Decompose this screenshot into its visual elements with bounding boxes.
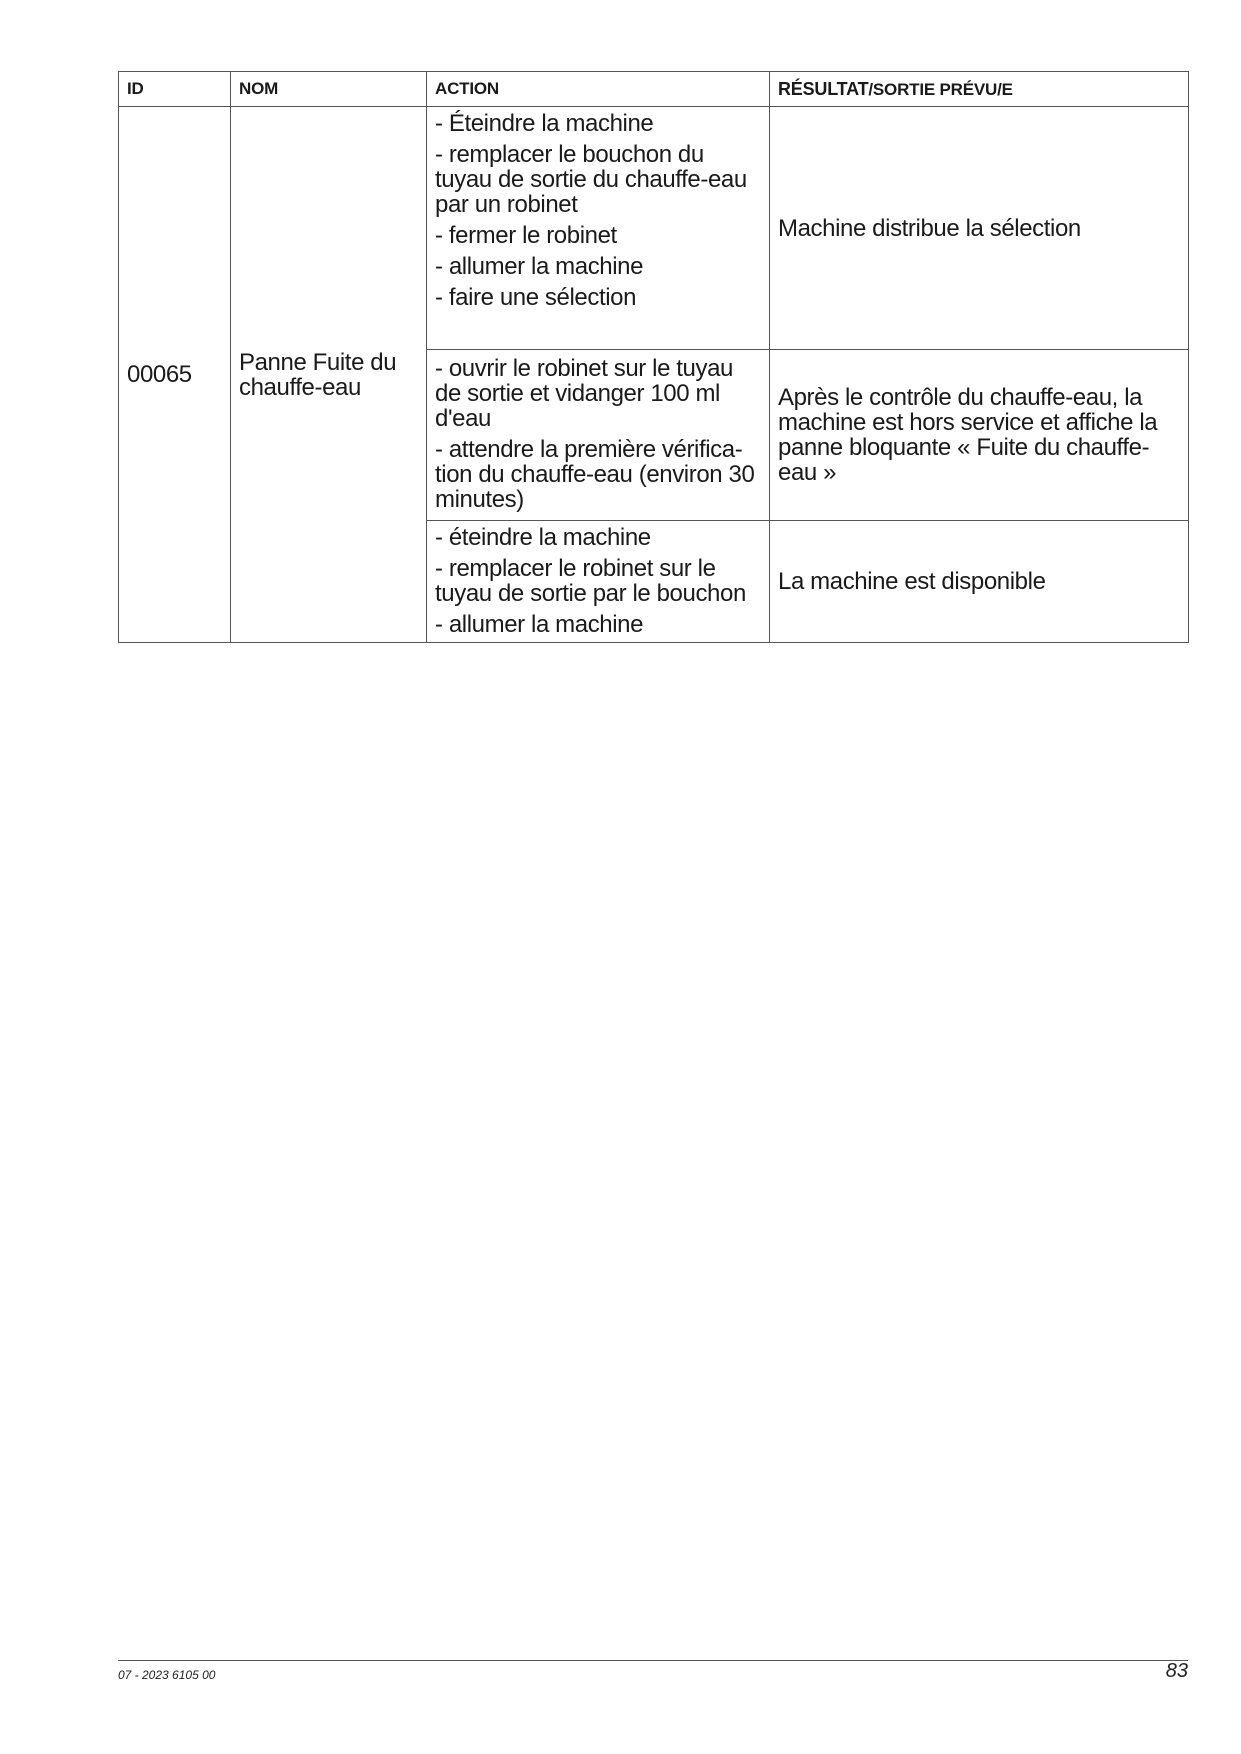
result-cell-step-1: Machine distribue la sélection [770, 107, 1189, 350]
header-result-slash-2: / [997, 79, 1002, 99]
fault-id-cell: 00065 [119, 107, 231, 643]
page-number: 83 [1165, 1660, 1188, 1682]
header-result [770, 72, 1189, 107]
action-item: - attendre la première vérifica-tion du chauffe-eau (environ 30 minutes) [435, 436, 755, 513]
fault-name-cell: Panne Fuite du chauffe-eau [231, 107, 427, 643]
result-cell-step-3: La machine est disponible [770, 521, 1189, 643]
action-item: - allumer la machine [435, 253, 644, 280]
header-result-part-1: RÉSULTAT [778, 78, 869, 99]
action-item: - fermer le robinet [435, 222, 617, 249]
table-row [119, 107, 1189, 350]
action-cell-step-3 [427, 521, 770, 643]
action-cell-step-2 [427, 350, 770, 521]
header-result-part-3: E [1001, 79, 1013, 99]
action-item: - ouvrir le robinet sur le tuyau de sortie et vidanger 100 ml d'eau [435, 355, 734, 432]
result-cell-step-2: Après le contrôle du chauffe-eau, la machine est hors service et affiche la panne bloquante « Fuite du chauffe-eau » [770, 350, 1189, 521]
header-id: ID [119, 72, 231, 107]
action-item: - faire une sélection [435, 284, 637, 311]
document-code: 07 - 2023 6105 00 [118, 1668, 216, 1682]
header-nom: NOM [231, 72, 427, 107]
table-header-row [119, 72, 1189, 107]
action-item: - allumer la machine [435, 611, 644, 638]
action-cell-step-1 [427, 107, 770, 350]
action-item: - éteindre la machine [435, 524, 651, 551]
action-item: - remplacer le robinet sur le tuyau de sortie par le bouchon [435, 555, 746, 607]
header-result-slash-1: / [868, 79, 873, 99]
header-result-part-2: SORTIE PRÉVU [872, 79, 998, 99]
header-action: ACTION [427, 72, 770, 107]
fault-test-table [118, 71, 1189, 643]
action-item: - remplacer le bouchon du tuyau de sortie du chauffe-eau par un robinet [435, 141, 747, 218]
action-item: - Éteindre la machine [435, 110, 654, 137]
footer-divider [118, 1660, 1188, 1661]
